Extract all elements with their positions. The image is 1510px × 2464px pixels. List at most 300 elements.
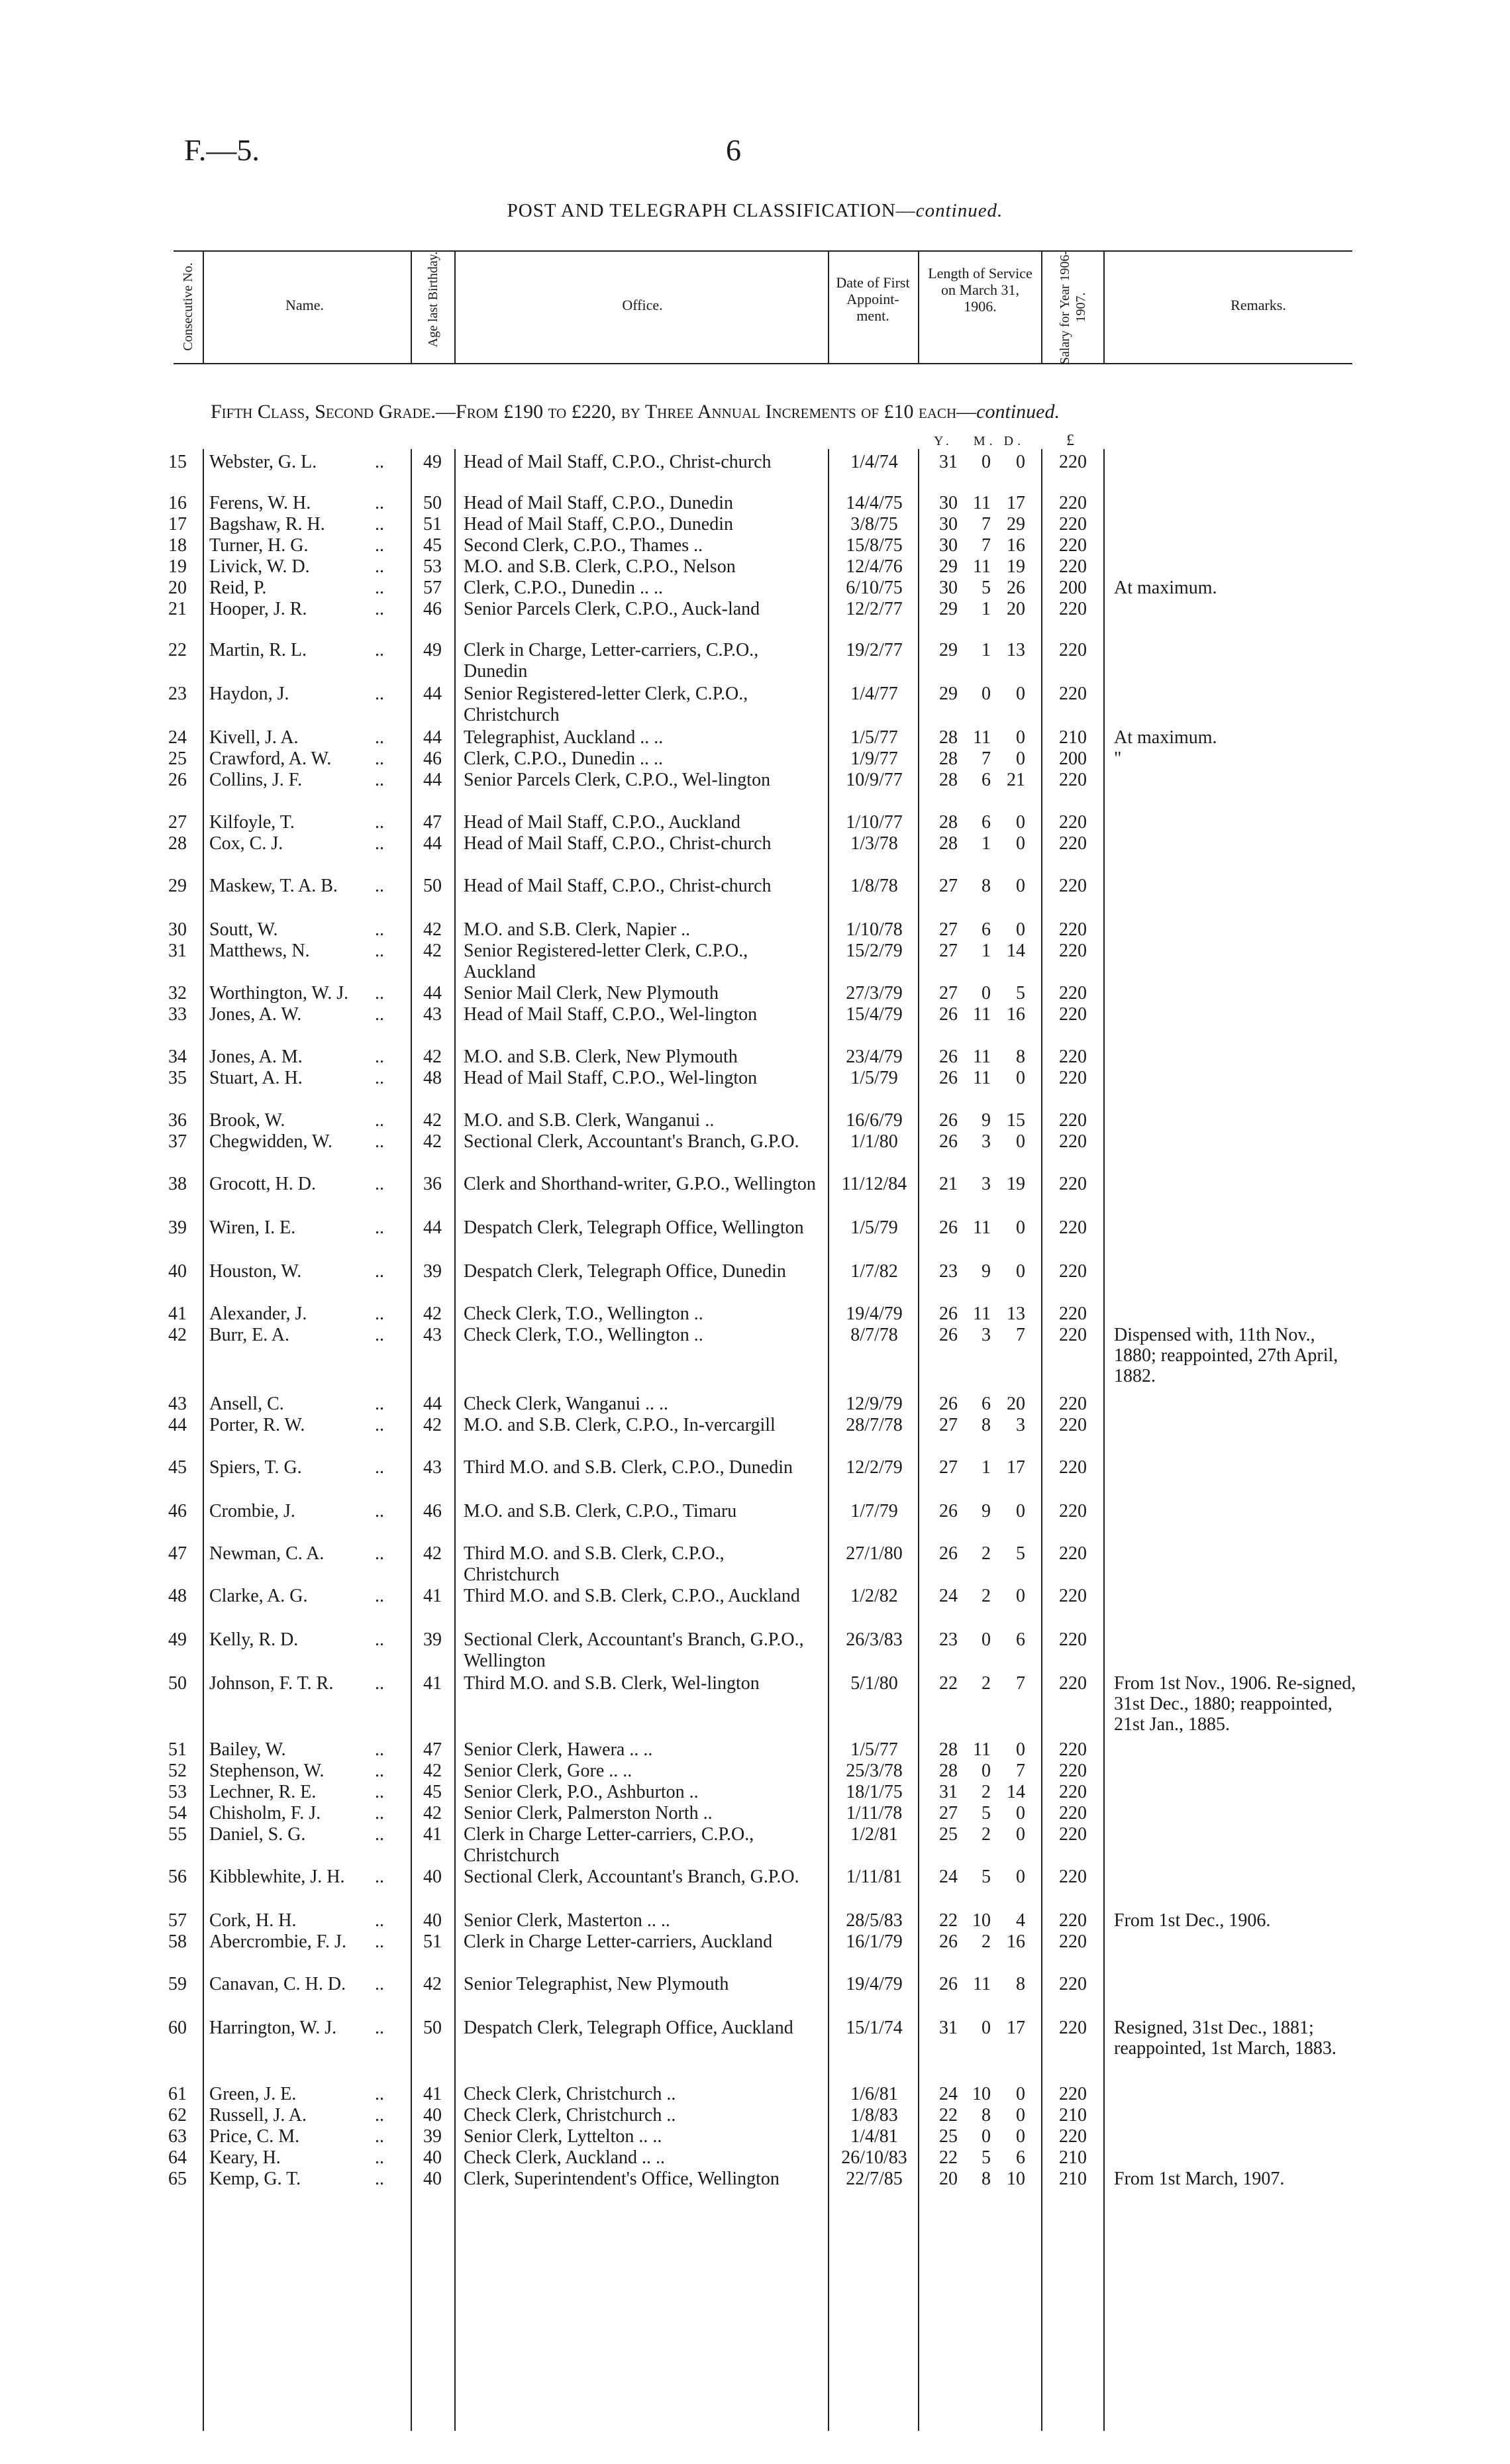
row-number: 46 (168, 1501, 187, 1521)
employee-name: Alexander, J. (209, 1304, 307, 1324)
office-value: M.O. and S.B. Clerk, C.P.O., Timaru (464, 1501, 737, 1521)
office-value: Check Clerk, Auckland .. .. (464, 2147, 666, 2168)
employee-name: Martin, R. L. (209, 640, 307, 660)
appointment-date: 1/10/78 (846, 919, 903, 940)
employee-name: Livick, W. D. (209, 556, 310, 577)
service-years: 27 (939, 1457, 958, 1478)
service-days: 7 (1016, 1673, 1025, 1694)
office-value: Check Clerk, T.O., Wellington .. (464, 1304, 703, 1324)
service-days: 0 (1016, 812, 1025, 833)
row-number: 45 (168, 1457, 187, 1478)
appointment-date: 1/5/77 (850, 727, 898, 748)
row-number: 61 (168, 2084, 187, 2104)
salary-value: 220 (1059, 1457, 1087, 1478)
leader-dots: .. (375, 1586, 384, 1606)
header-length: Length of Service on March 31, 1906. (928, 265, 1032, 315)
header-divider (1041, 250, 1042, 364)
appointment-date: 16/1/79 (846, 1931, 903, 1952)
age-value: 42 (423, 1974, 442, 1994)
salary-value: 220 (1059, 833, 1087, 854)
salary-value: 220 (1059, 1629, 1087, 1650)
row-number: 63 (168, 2126, 187, 2147)
employee-name: Soutt, W. (209, 919, 278, 940)
employee-name: Porter, R. W. (209, 1415, 305, 1435)
service-days: 0 (1016, 919, 1025, 940)
appointment-date: 5/1/80 (850, 1673, 898, 1694)
age-value: 42 (423, 941, 442, 961)
leader-dots: .. (375, 2018, 384, 2038)
row-number: 27 (168, 812, 187, 833)
leader-dots: .. (375, 1910, 384, 1931)
employee-name: Bagshaw, R. H. (209, 514, 325, 535)
leader-dots: .. (375, 1543, 384, 1564)
appointment-date: 1/7/82 (850, 1261, 898, 1282)
service-days: 17 (1007, 1457, 1025, 1478)
salary-value: 220 (1059, 535, 1087, 556)
leader-dots: .. (375, 1974, 384, 1994)
employee-name: Webster, G. L. (209, 452, 317, 472)
age-value: 42 (423, 1415, 442, 1435)
office-value: Head of Mail Staff, C.P.O., Christ-church (464, 833, 772, 854)
service-months: 0 (981, 684, 991, 704)
appointment-date: 8/7/78 (850, 1325, 898, 1345)
salary-value: 220 (1059, 1304, 1087, 1324)
employee-name: Spiers, T. G. (209, 1457, 302, 1478)
age-value: 51 (423, 1931, 442, 1952)
leader-dots: .. (375, 2147, 384, 2168)
service-months: 0 (981, 1629, 991, 1650)
employee-name: Bailey, W. (209, 1739, 286, 1760)
office-value: Head of Mail Staff, C.P.O., Dunedin (464, 493, 733, 513)
appointment-date: 26/3/83 (846, 1629, 903, 1650)
service-years: 26 (939, 1131, 958, 1152)
row-number: 19 (168, 556, 187, 577)
leader-dots: .. (375, 599, 384, 619)
employee-name: Haydon, J. (209, 684, 289, 704)
appointment-date: 15/8/75 (846, 535, 903, 556)
service-months: 2 (981, 1931, 991, 1952)
leader-dots: .. (375, 1004, 384, 1025)
age-value: 41 (423, 1586, 442, 1606)
salary-value: 220 (1059, 1761, 1087, 1781)
salary-value: 210 (1059, 727, 1087, 748)
office-value: Head of Mail Staff, C.P.O., Christ-church (464, 452, 772, 472)
service-days: 0 (1016, 684, 1025, 704)
salary-value: 220 (1059, 1974, 1087, 1994)
appointment-date: 28/7/78 (846, 1415, 903, 1435)
column-rule (1103, 449, 1105, 2431)
row-number: 58 (168, 1931, 187, 1952)
service-months: 8 (981, 2169, 991, 2189)
salary-value: 220 (1059, 1739, 1087, 1760)
office-value: Senior Mail Clerk, New Plymouth (464, 983, 719, 1003)
office-value: M.O. and S.B. Clerk, Napier .. (464, 919, 691, 940)
salary-value: 220 (1059, 514, 1087, 535)
row-number: 15 (168, 452, 187, 472)
office-value: M.O. and S.B. Clerk, C.P.O., Nelson (464, 556, 736, 577)
service-years: 26 (939, 1325, 958, 1345)
appointment-date: 25/3/78 (846, 1761, 903, 1781)
employee-name: Worthington, W. J. (209, 983, 349, 1003)
office-value: Clerk, C.P.O., Dunedin .. .. (464, 578, 663, 598)
leader-dots: .. (375, 452, 384, 472)
service-days: 0 (1016, 727, 1025, 748)
age-value: 44 (423, 1217, 442, 1238)
salary-value: 220 (1059, 1047, 1087, 1067)
appointment-date: 15/1/74 (846, 2018, 903, 2038)
service-months: 2 (981, 1543, 991, 1564)
salary-value: 210 (1059, 2169, 1087, 2189)
appointment-date: 1/5/79 (850, 1068, 898, 1088)
employee-name: Kemp, G. T. (209, 2169, 301, 2189)
row-number: 28 (168, 833, 187, 854)
age-value: 42 (423, 1803, 442, 1823)
service-months: 11 (973, 1304, 991, 1324)
salary-value: 220 (1059, 1673, 1087, 1694)
office-value: Telegraphist, Auckland .. .. (464, 727, 664, 748)
section-heading-italic: continued. (976, 401, 1060, 423)
service-days: 7 (1016, 1761, 1025, 1781)
service-years: 24 (939, 1867, 958, 1887)
salary-value: 220 (1059, 452, 1087, 472)
leader-dots: .. (375, 1394, 384, 1414)
service-days: 14 (1007, 941, 1025, 961)
age-value: 45 (423, 535, 442, 556)
age-value: 43 (423, 1325, 442, 1345)
office-value: Second Clerk, C.P.O., Thames .. (464, 535, 703, 556)
appointment-date: 19/2/77 (846, 640, 903, 660)
remarks-value: From 1st Nov., 1906. Re-signed, 31st Dec., 1880; reappointed, 21st Jan., 1885. (1114, 1673, 1356, 1735)
office-value: Third M.O. and S.B. Clerk, C.P.O., Christchurch (464, 1543, 725, 1585)
row-number: 21 (168, 599, 187, 619)
service-months: 1 (981, 1457, 991, 1478)
appointment-date: 12/2/77 (846, 599, 903, 619)
service-days: 0 (1016, 2084, 1025, 2104)
employee-name: Canavan, C. H. D. (209, 1974, 346, 1994)
age-value: 40 (423, 2169, 442, 2189)
appointment-date: 3/8/75 (850, 514, 898, 535)
service-years: 31 (939, 2018, 958, 2038)
service-months: 7 (981, 748, 991, 769)
page-number: 6 (726, 133, 741, 167)
office-value: Third M.O. and S.B. Clerk, Wel-lington (464, 1673, 760, 1694)
employee-name: Ansell, C. (209, 1394, 284, 1414)
service-months: 0 (981, 452, 991, 472)
service-months: 0 (981, 983, 991, 1003)
service-days: 0 (1016, 1867, 1025, 1887)
service-days: 8 (1016, 1047, 1025, 1067)
appointment-date: 1/3/78 (850, 833, 898, 854)
leader-dots: .. (375, 514, 384, 535)
employee-name: Green, J. E. (209, 2084, 297, 2104)
header-divider (203, 250, 204, 364)
row-number: 32 (168, 983, 187, 1003)
office-value: Clerk in Charge Letter-carriers, Auckland (464, 1931, 773, 1952)
service-days: 14 (1007, 1782, 1025, 1802)
leader-dots: .. (375, 2169, 384, 2189)
service-years: 27 (939, 983, 958, 1003)
salary-value: 220 (1059, 983, 1087, 1003)
leader-dots: .. (375, 1047, 384, 1067)
employee-name: Jones, A. W. (209, 1004, 302, 1025)
age-value: 53 (423, 556, 442, 577)
office-value: Senior Clerk, Palmerston North .. (464, 1803, 713, 1823)
leader-dots: .. (375, 1325, 384, 1345)
service-years: 30 (939, 578, 958, 598)
header-divider (918, 250, 919, 364)
appointment-date: 27/1/80 (846, 1543, 903, 1564)
leader-dots: .. (375, 1824, 384, 1845)
row-number: 41 (168, 1304, 187, 1324)
appointment-date: 19/4/79 (846, 1304, 903, 1324)
age-value: 46 (423, 748, 442, 769)
service-days: 17 (1007, 2018, 1025, 2038)
service-months: 8 (981, 1415, 991, 1435)
employee-name: Stuart, A. H. (209, 1068, 303, 1088)
employee-name: Collins, J. F. (209, 770, 303, 790)
remarks-value: Dispensed with, 11th Nov., 1880; reappointed, 27th April, 1882. (1114, 1325, 1338, 1386)
salary-value: 220 (1059, 1068, 1087, 1088)
leader-dots: .. (375, 1174, 384, 1194)
salary-value: 220 (1059, 1325, 1087, 1345)
header-salary: Salary for Year 1906-1907. (1058, 250, 1088, 365)
row-number: 42 (168, 1325, 187, 1345)
age-value: 42 (423, 1110, 442, 1131)
page-reference: F.—5. (184, 133, 260, 167)
office-value: Head of Mail Staff, C.P.O., Wel-lington (464, 1068, 758, 1088)
leader-dots: .. (375, 1673, 384, 1694)
employee-name: Houston, W. (209, 1261, 302, 1282)
leader-dots: .. (375, 578, 384, 598)
service-days: 16 (1007, 535, 1025, 556)
row-number: 64 (168, 2147, 187, 2168)
salary-value: 220 (1059, 2018, 1087, 2038)
row-number: 40 (168, 1261, 187, 1282)
leader-dots: .. (375, 1761, 384, 1781)
service-months: 11 (973, 1004, 991, 1025)
age-value: 50 (423, 2018, 442, 2038)
employee-name: Russell, J. A. (209, 2105, 307, 2126)
row-number: 36 (168, 1110, 187, 1131)
employee-name: Kelly, R. D. (209, 1629, 299, 1650)
service-years: 28 (939, 833, 958, 854)
appointment-date: 14/4/75 (846, 493, 903, 513)
row-number: 35 (168, 1068, 187, 1088)
age-value: 49 (423, 640, 442, 660)
service-years: 28 (939, 748, 958, 769)
employee-name: Kivell, J. A. (209, 727, 299, 748)
salary-value: 220 (1059, 2084, 1087, 2104)
office-value: Check Clerk, Christchurch .. (464, 2084, 676, 2104)
service-years: 22 (939, 1910, 958, 1931)
service-months: 8 (981, 876, 991, 896)
remarks-value: At maximum. (1114, 727, 1217, 748)
age-value: 39 (423, 1629, 442, 1650)
header-office: Office. (622, 297, 663, 313)
salary-value: 210 (1059, 2105, 1087, 2126)
age-value: 57 (423, 578, 442, 598)
section-heading (211, 401, 1060, 423)
service-months: 1 (981, 640, 991, 660)
leader-dots: .. (375, 1739, 384, 1760)
section-heading-text: Fifth Class, Second Grade.—From £190 to £220, by Three Annual Increments of £10 each— (211, 401, 977, 423)
age-value: 40 (423, 1910, 442, 1931)
leader-dots: .. (375, 1629, 384, 1650)
service-months: 5 (981, 1803, 991, 1823)
service-days: 3 (1016, 1415, 1025, 1435)
service-years: 27 (939, 919, 958, 940)
salary-value: 220 (1059, 1910, 1087, 1931)
office-value: Despatch Clerk, Telegraph Office, Wellington (464, 1217, 804, 1238)
row-number: 52 (168, 1761, 187, 1781)
service-months: 2 (981, 1824, 991, 1845)
office-value: Senior Registered-letter Clerk, C.P.O., Auckland (464, 941, 748, 982)
leader-dots: .. (375, 556, 384, 577)
leader-dots: .. (375, 748, 384, 769)
service-months: 5 (981, 578, 991, 598)
employee-name: Burr, E. A. (209, 1325, 289, 1345)
age-value: 39 (423, 1261, 442, 1282)
salary-value: 220 (1059, 640, 1087, 660)
service-years: 31 (939, 452, 958, 472)
age-value: 50 (423, 493, 442, 513)
row-number: 65 (168, 2169, 187, 2189)
employee-name: Wiren, I. E. (209, 1217, 296, 1238)
row-number: 50 (168, 1673, 187, 1694)
leader-dots: .. (375, 1068, 384, 1088)
service-years: 27 (939, 941, 958, 961)
service-days: 21 (1007, 770, 1025, 790)
service-months: 11 (973, 727, 991, 748)
appointment-date: 1/2/81 (850, 1824, 898, 1845)
unit-months: M. (973, 434, 997, 448)
office-value: Third M.O. and S.B. Clerk, C.P.O., Auckland (464, 1586, 800, 1606)
age-value: 44 (423, 983, 442, 1003)
office-value: M.O. and S.B. Clerk, C.P.O., In-vercargill (464, 1415, 776, 1435)
row-number: 33 (168, 1004, 187, 1025)
service-months: 1 (981, 833, 991, 854)
appointment-date: 22/7/85 (846, 2169, 903, 2189)
age-value: 46 (423, 1501, 442, 1521)
service-days: 5 (1016, 1543, 1025, 1564)
service-months: 8 (981, 2105, 991, 2126)
salary-value: 220 (1059, 1586, 1087, 1606)
office-value: Clerk in Charge, Letter-carriers, C.P.O., Dunedin (464, 640, 759, 682)
service-months: 1 (981, 599, 991, 619)
row-number: 59 (168, 1974, 187, 1994)
service-months: 6 (981, 770, 991, 790)
service-years: 21 (939, 1174, 958, 1194)
page-title (0, 200, 1510, 222)
service-days: 16 (1007, 1931, 1025, 1952)
service-years: 30 (939, 493, 958, 513)
row-number: 26 (168, 770, 187, 790)
service-days: 26 (1007, 578, 1025, 598)
age-value: 40 (423, 1867, 442, 1887)
leader-dots: .. (375, 1931, 384, 1952)
service-days: 8 (1016, 1974, 1025, 1994)
row-number: 49 (168, 1629, 187, 1650)
employee-name: Newman, C. A. (209, 1543, 325, 1564)
salary-value: 220 (1059, 1543, 1087, 1564)
row-number: 18 (168, 535, 187, 556)
header-name: Name. (285, 297, 325, 313)
remarks-value: Resigned, 31st Dec., 1881; reappointed, 1st March, 1883. (1114, 2018, 1336, 2059)
leader-dots: .. (375, 1501, 384, 1521)
row-number: 39 (168, 1217, 187, 1238)
service-days: 0 (1016, 1586, 1025, 1606)
appointment-date: 1/5/79 (850, 1217, 898, 1238)
leader-dots: .. (375, 983, 384, 1003)
service-years: 26 (939, 1543, 958, 1564)
service-months: 6 (981, 919, 991, 940)
salary-value: 210 (1059, 2147, 1087, 2168)
employee-name: Harrington, W. J. (209, 2018, 337, 2038)
service-years: 26 (939, 1974, 958, 1994)
service-months: 11 (973, 1068, 991, 1088)
salary-value: 220 (1059, 1174, 1087, 1194)
office-value: Head of Mail Staff, C.P.O., Dunedin (464, 514, 733, 535)
service-months: 1 (981, 941, 991, 961)
title-main: POST AND TELEGRAPH CLASSIFICATION— (507, 200, 916, 221)
leader-dots: .. (375, 1304, 384, 1324)
leader-dots: .. (375, 876, 384, 896)
salary-value: 220 (1059, 770, 1087, 790)
salary-value: 220 (1059, 684, 1087, 704)
employee-name: Kilfoyle, T. (209, 812, 295, 833)
appointment-date: 1/11/78 (846, 1803, 903, 1823)
age-value: 45 (423, 1782, 442, 1802)
service-days: 29 (1007, 514, 1025, 535)
appointment-date: 12/9/79 (846, 1394, 903, 1414)
service-years: 28 (939, 1739, 958, 1760)
appointment-date: 19/4/79 (846, 1974, 903, 1994)
row-number: 56 (168, 1867, 187, 1887)
appointment-date: 6/10/75 (846, 578, 903, 598)
office-value: M.O. and S.B. Clerk, New Plymouth (464, 1047, 738, 1067)
service-days: 19 (1007, 556, 1025, 577)
service-years: 30 (939, 514, 958, 535)
service-days: 6 (1016, 1629, 1025, 1650)
age-value: 42 (423, 1543, 442, 1564)
service-days: 0 (1016, 452, 1025, 472)
office-value: Check Clerk, Christchurch .. (464, 2105, 676, 2126)
service-days: 0 (1016, 1501, 1025, 1521)
age-value: 40 (423, 2147, 442, 2168)
service-months: 0 (981, 2126, 991, 2147)
service-years: 26 (939, 1110, 958, 1131)
salary-value: 220 (1059, 493, 1087, 513)
service-days: 13 (1007, 1304, 1025, 1324)
service-months: 10 (972, 1910, 991, 1931)
header-bottom-rule (174, 363, 1352, 364)
row-number: 47 (168, 1543, 187, 1564)
service-days: 0 (1016, 1261, 1025, 1282)
row-number: 34 (168, 1047, 187, 1067)
service-months: 9 (981, 1501, 991, 1521)
employee-name: Jones, A. M. (209, 1047, 303, 1067)
service-days: 4 (1016, 1910, 1025, 1931)
office-value: Sectional Clerk, Accountant's Branch, G.P.O. (464, 1131, 799, 1152)
appointment-date: 1/1/80 (850, 1131, 898, 1152)
age-value: 44 (423, 833, 442, 854)
header-divider (828, 250, 829, 364)
service-years: 28 (939, 770, 958, 790)
salary-value: 220 (1059, 1394, 1087, 1414)
office-value: Senior Clerk, Gore .. .. (464, 1761, 632, 1781)
employee-name: Cork, H. H. (209, 1910, 297, 1931)
appointment-date: 1/9/77 (850, 748, 898, 769)
